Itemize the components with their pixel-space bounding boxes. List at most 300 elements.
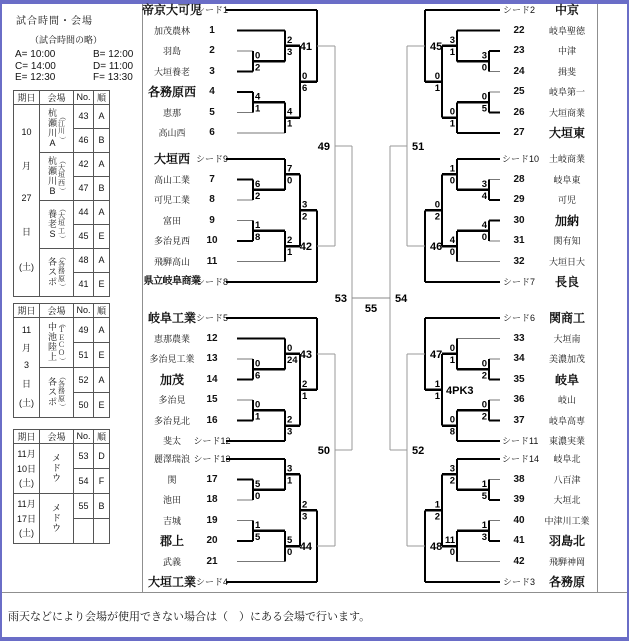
venue-char: ス [47,387,57,397]
team-seed-label: シード2 [502,5,535,15]
match-number: 45 [430,40,443,53]
game-no: 50 [74,392,94,417]
team-name: 大垣東 [548,126,585,140]
date-line: 11 [21,325,32,336]
paren-close: ） [58,187,66,195]
game-order: B [94,128,110,152]
game-no: 51 [74,342,94,367]
match-score: 0 [449,175,455,187]
match-score: 2 [434,211,440,223]
team-seed-label: シード4 [195,577,228,587]
match-score: 7 [287,163,293,175]
schedule-col-header: 期日 [14,90,40,104]
venue-char: 養 [47,209,57,219]
game-no: 46 [74,128,94,152]
match-score: 3 [481,50,487,62]
schedule-col-header: 会場 [40,90,74,104]
venue-char: A [49,138,56,148]
team-seed-label: 35 [513,373,525,385]
game-no: 44 [74,200,94,224]
venue-char: 西 [58,179,65,187]
team-seed-label: シード10 [502,154,540,164]
match-score: 0 [287,342,293,354]
team-seed-label: 22 [513,24,525,36]
time-code: A= 10:00 [15,49,56,60]
team-name: 麗澤瑞浪 [153,454,190,464]
game-no: 55 [74,493,94,518]
match-score: 2 [255,62,261,74]
date-line: 11月 [17,449,36,460]
team-seed-label: 13 [206,353,218,364]
team-name: 土岐商業 [548,154,585,164]
time-code: E= 12:30 [15,72,56,83]
paren-open: （ [58,157,66,165]
team-name: 岐阜第一 [548,87,585,97]
venue-char: 江 [58,120,65,128]
pk-note: 4PK3 [446,384,474,397]
match-score: 1 [449,163,455,175]
venue-char: 川 [58,128,65,135]
team-name: 恵那 [162,107,181,118]
match-score: 3 [287,426,293,438]
match-number: 43 [299,348,312,361]
team-seed-label: 21 [206,555,218,567]
rain-note: 雨天などにより会場が使用できない場合は（ ）にある会場で行います。 [8,611,371,623]
venue-char: 池 [47,332,57,342]
team-name: 岐阜東 [553,174,581,185]
team-name: 岐阜北 [553,454,581,464]
match-number: 42 [299,241,312,254]
match-score: 8 [255,231,261,243]
schedule-col-header: No. [74,90,94,104]
team-name: 加茂農林 [153,25,190,36]
game-order: A [94,200,110,224]
venue-char: ド [51,513,61,523]
venue-char: 杭 [47,108,57,118]
date-line: (土) [19,397,34,408]
team-seed-label: 40 [513,514,525,526]
team-name: 県立岐阜商業 [143,276,201,287]
game-no: 42 [74,152,94,176]
team-seed-label: 39 [513,494,525,505]
venue-char: 杭 [47,156,57,166]
match-number: 51 [412,141,425,153]
team-seed-label: シード5 [195,313,228,323]
date-line: 3 [23,360,29,371]
match-score: 4 [481,190,487,202]
team-name: 岐阜聖徳 [548,25,585,36]
team-name: 岐阜工業 [147,311,196,325]
match-score: 0 [255,358,261,370]
team-name: 多治見工業 [149,354,195,364]
venue-char: 各 [47,377,57,387]
team-name: 大垣西 [153,152,190,166]
team-name: 大垣日大 [548,256,585,267]
team-seed-label: 25 [513,86,525,97]
match-score: 3 [287,463,293,475]
schedule-col-header: No. [74,429,94,443]
team-seed-label: 7 [209,173,215,185]
game-order: A [94,317,110,342]
venue-char: Ｔ [58,327,65,334]
match-score: 24 [287,354,298,366]
time-code: C= 14:00 [15,60,56,72]
match-number: 44 [299,541,312,554]
team-seed-label: 38 [513,473,525,485]
paren-open: （ [58,253,66,261]
venue-char: 中 [47,322,57,332]
match-score: 3 [481,531,487,543]
match-score: 0 [449,547,455,559]
venue-char: Ｃ [58,342,65,349]
team-name: 中津川工業 [544,515,590,526]
team-seed-label: 34 [513,353,525,364]
paren-close: ） [58,357,66,365]
game-order: B [94,176,110,200]
match-score: 5 [481,490,487,502]
team-name: 八百津 [553,474,581,485]
team-seed-label: 27 [513,127,525,138]
match-score: 4 [481,219,487,231]
team-seed-label: シード14 [502,454,540,464]
schedule-col-header: 順 [94,303,110,317]
schedule-title: 試合時間・会場 [16,16,93,27]
team-seed-label: シード9 [195,154,228,164]
match-score: 0 [449,342,455,354]
venue-char: ポ [47,397,57,407]
game-no: 45 [74,224,94,248]
match-score: 0 [302,70,308,82]
date-line: 月 [21,343,31,354]
team-name: 飛騨高山 [153,256,190,267]
match-score: 2 [287,414,293,426]
venue-char: 垣 [58,220,65,228]
match-score: 2 [302,211,308,223]
match-score: 2 [481,411,487,423]
date-line: 10日 [16,463,36,474]
venue-char: 垣 [58,172,65,180]
match-score: 0 [481,358,487,370]
date-line: 日 [21,378,31,389]
team-seed-label: 36 [513,394,525,405]
match-score: 1 [287,118,293,130]
game-order: A [94,367,110,392]
team-seed-label: 14 [206,373,218,385]
venue-char: 各 [58,380,65,388]
team-name: 各務原 [548,575,585,589]
match-score: 2 [434,511,440,523]
team-seed-label: 41 [513,535,525,546]
date-line: 27 [21,193,32,204]
team-name: 吉城 [162,515,181,526]
venue-char: 大 [58,212,65,220]
team-name: 高山西 [158,128,186,138]
match-score: 0 [449,247,455,259]
team-name: 斐太 [162,436,181,446]
team-name: 岐阜 [554,372,579,387]
match-number: 46 [430,241,443,254]
team-name: 池田 [162,495,181,505]
match-score: 1 [434,499,440,511]
team-name: 大垣養老 [153,66,190,77]
frame-bottom [0,637,629,641]
match-score: 2 [302,378,308,390]
match-score: 2 [287,34,293,46]
venue-char: 務 [58,388,65,396]
match-score: 1 [434,378,440,390]
match-score: 0 [287,175,293,187]
venue-char: ウ [51,523,61,533]
team-name: 飛騨神岡 [548,556,585,567]
team-name: 揖斐 [557,66,576,77]
schedule-col-header: 期日 [14,429,40,443]
team-name: 関 [167,474,177,485]
team-seed-label: 26 [513,106,525,118]
match-score: 1 [255,219,261,231]
date-line: 月 [21,160,31,171]
team-name: 各務原西 [147,85,196,99]
match-score: 2 [287,235,293,247]
paren-close: ） [58,235,66,243]
game-no: 52 [74,367,94,392]
game-order: E [94,224,110,248]
match-score: 8 [449,426,455,438]
team-seed-label: 24 [513,65,525,77]
game-no: 54 [74,468,94,493]
match-score: 0 [255,399,261,411]
venue-char: メ [51,503,61,513]
match-score: 1 [255,411,261,423]
team-name: 富田 [162,215,181,226]
team-seed-label: シード8 [195,277,228,287]
venue-char: 老 [47,219,57,229]
match-score: 1 [287,247,293,259]
match-score: 5 [255,531,261,543]
match-number: 48 [430,541,443,554]
team-seed-label: 5 [209,106,215,118]
team-seed-label: 12 [206,332,218,344]
match-score: 0 [287,547,293,559]
team-seed-label: 3 [209,65,215,77]
venue-char: 川 [47,176,57,186]
schedule-col-header: No. [74,303,94,317]
paren-close: ） [58,283,66,291]
game-no: 41 [74,272,94,296]
match-number: 53 [334,293,347,305]
paren-open: （ [58,373,66,381]
paren-open: （ [58,113,66,121]
match-score: 11 [444,535,455,547]
venue-char: 陸 [47,342,57,352]
match-score: 0 [255,50,261,62]
match-number: 47 [430,348,443,361]
team-seed-label: シード13 [193,454,231,464]
match-score: 0 [434,199,440,211]
team-seed-label: 33 [513,332,525,344]
team-seed-label: 23 [513,45,525,56]
team-name: 長良 [554,275,579,289]
game-order: E [94,272,110,296]
match-score: 1 [287,475,293,487]
team-name: 多治見 [158,395,186,405]
team-seed-label: シード1 [195,5,228,15]
time-code: F= 13:30 [93,72,133,83]
match-score: 1 [481,519,487,531]
match-score: 0 [255,490,261,502]
match-score: 1 [255,519,261,531]
match-score: 3 [449,463,455,475]
date-line: 17日 [16,513,36,524]
match-score: 1 [434,390,440,402]
match-number: 52 [412,445,425,457]
team-seed-label: 4 [209,86,215,97]
match-score: 3 [449,34,455,46]
team-name: 中津 [557,46,576,56]
paren-close: ） [58,135,66,143]
match-score: 4 [449,235,455,247]
team-name: 多治見西 [153,236,190,246]
match-number: 49 [317,141,330,153]
team-name: 羽島 [162,46,181,56]
team-name: 可児工業 [153,195,190,205]
venue-char: ド [51,463,61,473]
match-score: 0 [449,106,455,118]
game-order: E [94,392,110,417]
match-score: 2 [302,499,308,511]
game-order: A [94,152,110,176]
venue-char: S [49,229,56,239]
match-score: 6 [302,82,308,94]
game-no: 47 [74,176,94,200]
team-seed-label: 6 [209,127,215,138]
match-score: 4 [287,106,293,118]
match-score: 5 [481,103,487,115]
match-score: 2 [255,190,261,202]
match-score: 2 [449,475,455,487]
match-score: 1 [434,82,440,94]
venue-char: 瀬 [47,166,57,176]
venue-char: B [49,186,56,196]
paren-open: （ [58,319,66,327]
match-score: 0 [481,399,487,411]
game-order: D [94,443,110,468]
venue-char: 各 [47,257,57,267]
time-abbrev-note: （試合時間の略） [30,35,103,45]
match-score: 3 [302,511,308,523]
team-seed-label: シード7 [502,277,535,287]
team-seed-label: 37 [513,414,525,426]
team-seed-label: 29 [513,194,525,205]
schedule-col-header: 期日 [14,303,40,317]
match-number: 55 [364,303,378,315]
team-seed-label: 31 [513,235,525,246]
team-seed-label: シード3 [502,577,535,587]
venue-char: 上 [47,352,57,362]
match-score: 1 [449,46,455,58]
team-name: 関商工 [548,311,585,325]
paren-close: ） [58,403,66,411]
match-number: 54 [395,293,408,305]
match-score: 0 [481,91,487,103]
venue-char: 務 [58,268,65,276]
team-seed-label: シード11 [502,436,539,446]
match-score: 0 [434,70,440,82]
match-score: 1 [481,478,487,490]
team-name: 中京 [554,3,579,17]
schedule-col-header: 会場 [40,429,74,443]
team-name: 可児 [557,195,576,205]
venue-char: 川 [47,128,57,138]
schedule-col-header: 会場 [40,303,74,317]
team-name: 岐山 [557,395,576,405]
date-line: (土) [19,527,34,538]
match-score: 3 [287,46,293,58]
team-seed-label: 30 [513,214,525,226]
match-score: 2 [481,370,487,382]
team-seed-label: 42 [513,555,525,567]
team-seed-label: 8 [209,194,215,205]
venue-char: Ｏ [58,349,65,357]
team-name: 大垣商業 [548,107,585,118]
team-seed-label: 17 [206,473,218,485]
game-order: E [94,342,110,367]
team-seed-label: 20 [206,535,218,546]
venue-char: Ｅ [58,334,65,342]
team-seed-label: 10 [206,235,218,246]
schedule-col-header: 順 [94,429,110,443]
team-name: 武義 [162,556,181,567]
match-score: 1 [255,103,261,115]
team-name: 加納 [554,213,579,228]
team-seed-label: 1 [209,24,215,36]
team-seed-label: 11 [206,255,218,267]
match-score: 0 [449,414,455,426]
schedule-col-header: 順 [94,90,110,104]
match-score: 0 [481,62,487,74]
match-number: 50 [317,445,330,457]
venue-char: ポ [47,277,57,287]
team-seed-label: 32 [513,255,525,267]
match-score: 1 [302,390,308,402]
time-code: D= 11:00 [93,60,134,72]
team-name: 恵那農業 [153,333,190,344]
venue-char: 大 [58,164,65,172]
match-score: 1 [449,118,455,130]
venue-char: メ [51,453,61,463]
team-name: 多治見北 [153,415,190,426]
venue-char: 瀬 [47,118,57,128]
team-name: 羽島北 [548,534,585,548]
venue-char: 工 [58,227,65,235]
date-line: 11月 [17,499,36,510]
date-line: (土) [19,262,34,273]
game-no: 48 [74,248,94,272]
match-score: 5 [255,478,261,490]
venue-char: ウ [51,473,61,483]
match-score: 0 [481,231,487,243]
match-score: 3 [481,178,487,190]
team-name: 帝京大可児 [141,3,202,17]
match-score: 3 [302,199,308,211]
team-seed-label: 18 [206,494,218,505]
game-order: F [94,468,110,493]
date-line: 日 [21,227,31,238]
team-name: 大垣北 [553,495,581,505]
match-score: 1 [449,354,455,366]
date-line: (土) [19,477,34,488]
team-name: 大垣南 [553,333,581,344]
team-name: 高山工業 [153,174,190,185]
